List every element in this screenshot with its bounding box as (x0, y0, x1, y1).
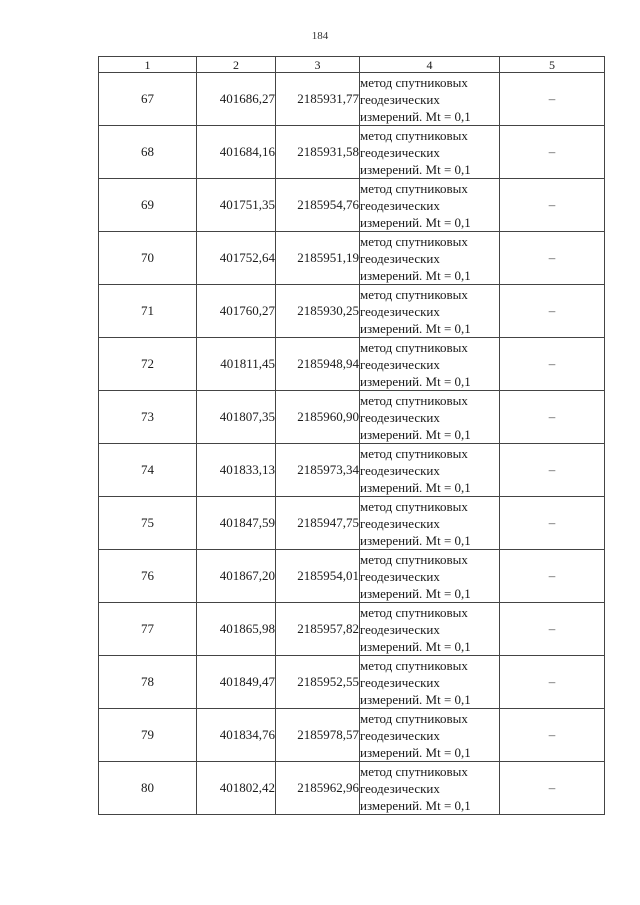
note-cell: – (500, 232, 605, 285)
x-coordinate-cell: 401684,16 (197, 126, 276, 179)
method-text-line: геодезических (360, 515, 440, 531)
method-text-line: метод спутниковых (360, 180, 468, 196)
method-text-line: измерений. Mt = 0,1 (360, 214, 471, 230)
y-coordinate-cell: 2185954,01 (276, 550, 360, 603)
method-cell (360, 550, 500, 603)
method-text-line: геодезических (360, 568, 440, 584)
method-text-line: геодезических (360, 91, 440, 107)
x-coordinate-cell: 401807,35 (197, 391, 276, 444)
method-text-line: метод спутниковых (360, 763, 468, 779)
method-cell (360, 232, 500, 285)
note-cell: – (500, 762, 605, 815)
x-coordinate-cell: 401751,35 (197, 179, 276, 232)
table-row (99, 656, 605, 709)
note-cell: – (500, 285, 605, 338)
column-header-3: 3 (276, 57, 360, 73)
note-cell: – (500, 656, 605, 709)
note-cell: – (500, 497, 605, 550)
method-text-line: метод спутниковых (360, 74, 468, 90)
method-cell (360, 126, 500, 179)
table-row (99, 391, 605, 444)
method-text-line: измерений. Mt = 0,1 (360, 691, 471, 707)
note-cell: – (500, 391, 605, 444)
method-text-line: геодезических (360, 727, 440, 743)
point-number-cell: 75 (99, 497, 197, 550)
note-cell: – (500, 603, 605, 656)
table-row (99, 338, 605, 391)
method-cell (360, 73, 500, 126)
note-cell: – (500, 73, 605, 126)
y-coordinate-cell: 2185957,82 (276, 603, 360, 656)
method-text-line: измерений. Mt = 0,1 (360, 532, 471, 548)
method-text-line: измерений. Mt = 0,1 (360, 267, 471, 283)
point-number-cell: 69 (99, 179, 197, 232)
table-row (99, 550, 605, 603)
method-cell (360, 709, 500, 762)
method-text-line: метод спутниковых (360, 604, 468, 620)
method-text-line: измерений. Mt = 0,1 (360, 426, 471, 442)
point-number-cell: 67 (99, 73, 197, 126)
note-cell: – (500, 338, 605, 391)
method-text-line: метод спутниковых (360, 551, 468, 567)
note-cell: – (500, 709, 605, 762)
table-row (99, 285, 605, 338)
y-coordinate-cell: 2185930,25 (276, 285, 360, 338)
point-number-cell: 72 (99, 338, 197, 391)
point-number-cell: 77 (99, 603, 197, 656)
page-number: 184 (311, 30, 329, 42)
method-text-line: метод спутниковых (360, 657, 468, 673)
method-text-line: геодезических (360, 674, 440, 690)
x-coordinate-cell: 401834,76 (197, 709, 276, 762)
method-text-line: метод спутниковых (360, 498, 468, 514)
y-coordinate-cell: 2185931,77 (276, 73, 360, 126)
coordinates-table (98, 56, 605, 815)
method-text-line: геодезических (360, 356, 440, 372)
method-text-line: геодезических (360, 780, 440, 796)
y-coordinate-cell: 2185954,76 (276, 179, 360, 232)
method-text-line: измерений. Mt = 0,1 (360, 108, 471, 124)
note-cell: – (500, 179, 605, 232)
x-coordinate-cell: 401760,27 (197, 285, 276, 338)
table-row (99, 709, 605, 762)
table-row (99, 179, 605, 232)
x-coordinate-cell: 401802,42 (197, 762, 276, 815)
note-cell: – (500, 126, 605, 179)
table-row (99, 497, 605, 550)
column-header-2: 2 (197, 57, 276, 73)
method-text-line: измерений. Mt = 0,1 (360, 585, 471, 601)
method-text-line: измерений. Mt = 0,1 (360, 479, 471, 495)
column-header-4: 4 (360, 57, 500, 73)
method-cell (360, 179, 500, 232)
method-text-line: измерений. Mt = 0,1 (360, 320, 471, 336)
table-row (99, 762, 605, 815)
y-coordinate-cell: 2185931,58 (276, 126, 360, 179)
y-coordinate-cell: 2185978,57 (276, 709, 360, 762)
method-text-line: метод спутниковых (360, 339, 468, 355)
point-number-cell: 78 (99, 656, 197, 709)
y-coordinate-cell: 2185951,19 (276, 232, 360, 285)
table-row (99, 603, 605, 656)
note-cell: – (500, 444, 605, 497)
method-text-line: метод спутниковых (360, 127, 468, 143)
column-header-1: 1 (99, 57, 197, 73)
method-text-line: геодезических (360, 250, 440, 266)
y-coordinate-cell: 2185973,34 (276, 444, 360, 497)
x-coordinate-cell: 401849,47 (197, 656, 276, 709)
method-text-line: геодезических (360, 303, 440, 319)
method-text-line: метод спутниковых (360, 286, 468, 302)
method-cell (360, 338, 500, 391)
table-row (99, 232, 605, 285)
point-number-cell: 76 (99, 550, 197, 603)
y-coordinate-cell: 2185960,90 (276, 391, 360, 444)
method-text-line: геодезических (360, 197, 440, 213)
method-text-line: измерений. Mt = 0,1 (360, 797, 471, 813)
table-row (99, 444, 605, 497)
table-body (99, 73, 605, 815)
method-cell (360, 391, 500, 444)
method-cell (360, 497, 500, 550)
method-text-line: измерений. Mt = 0,1 (360, 638, 471, 654)
method-text-line: измерений. Mt = 0,1 (360, 161, 471, 177)
point-number-cell: 73 (99, 391, 197, 444)
y-coordinate-cell: 2185947,75 (276, 497, 360, 550)
x-coordinate-cell: 401811,45 (197, 338, 276, 391)
point-number-cell: 71 (99, 285, 197, 338)
note-cell: – (500, 550, 605, 603)
y-coordinate-cell: 2185952,55 (276, 656, 360, 709)
method-cell (360, 656, 500, 709)
point-number-cell: 80 (99, 762, 197, 815)
method-text-line: измерений. Mt = 0,1 (360, 373, 471, 389)
method-text-line: геодезических (360, 144, 440, 160)
point-number-cell: 74 (99, 444, 197, 497)
method-text-line: геодезических (360, 409, 440, 425)
point-number-cell: 79 (99, 709, 197, 762)
table-header-row (99, 57, 605, 73)
point-number-cell: 68 (99, 126, 197, 179)
method-text-line: метод спутниковых (360, 710, 468, 726)
x-coordinate-cell: 401833,13 (197, 444, 276, 497)
column-header-5: 5 (500, 57, 605, 73)
method-cell (360, 444, 500, 497)
x-coordinate-cell: 401686,27 (197, 73, 276, 126)
method-text-line: метод спутниковых (360, 392, 468, 408)
method-cell (360, 603, 500, 656)
method-cell (360, 762, 500, 815)
y-coordinate-cell: 2185948,94 (276, 338, 360, 391)
method-text-line: метод спутниковых (360, 233, 468, 249)
method-text-line: измерений. Mt = 0,1 (360, 744, 471, 760)
point-number-cell: 70 (99, 232, 197, 285)
x-coordinate-cell: 401867,20 (197, 550, 276, 603)
method-cell (360, 285, 500, 338)
table-row (99, 73, 605, 126)
x-coordinate-cell: 401752,64 (197, 232, 276, 285)
y-coordinate-cell: 2185962,96 (276, 762, 360, 815)
method-text-line: геодезических (360, 621, 440, 637)
x-coordinate-cell: 401847,59 (197, 497, 276, 550)
method-text-line: геодезических (360, 462, 440, 478)
x-coordinate-cell: 401865,98 (197, 603, 276, 656)
method-text-line: метод спутниковых (360, 445, 468, 461)
table-row (99, 126, 605, 179)
